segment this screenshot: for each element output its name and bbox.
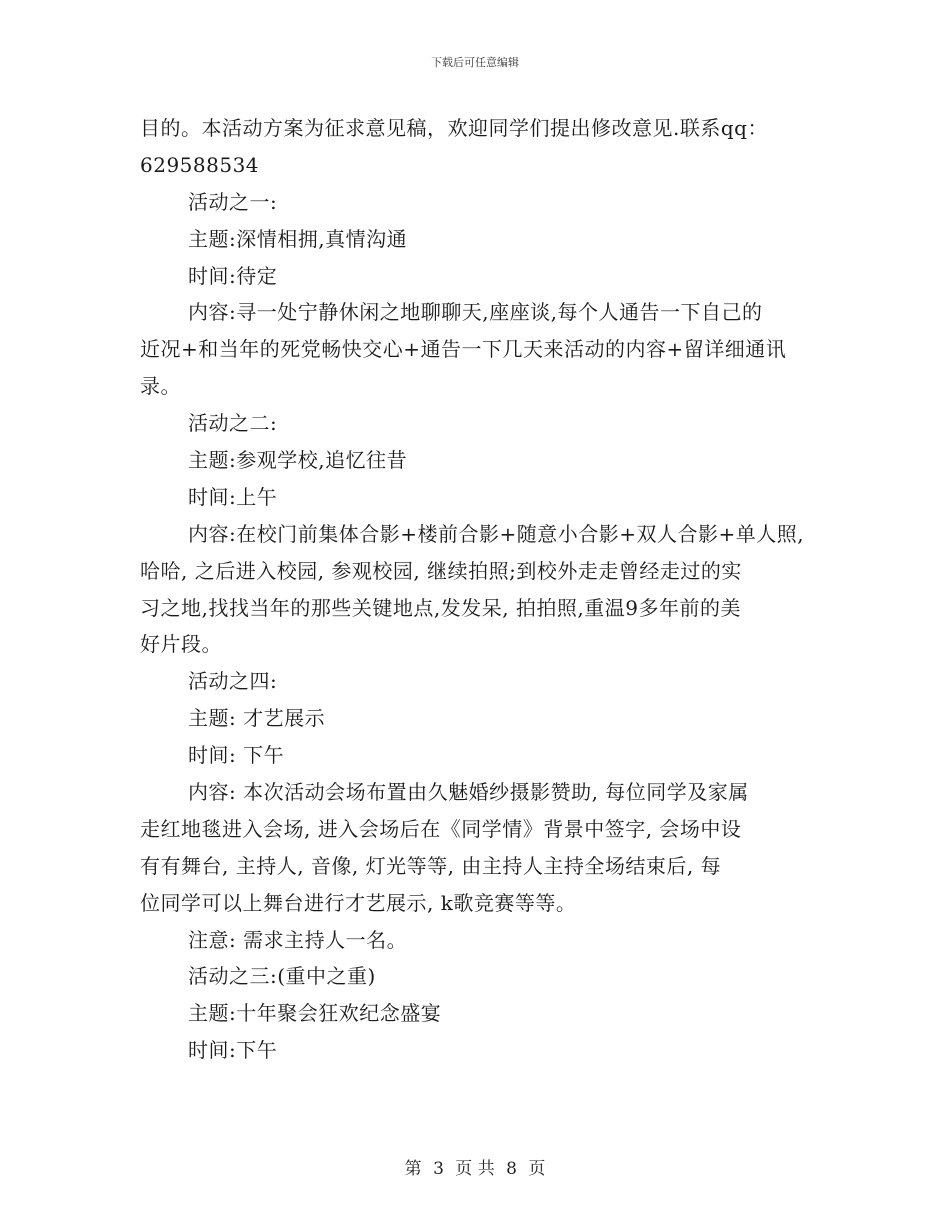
activity-time: 时间: 下午	[188, 743, 285, 768]
activity-theme: 主题:深情相拥,真情沟通	[188, 226, 408, 251]
page-number-middle: 页 共	[455, 1159, 495, 1179]
page-number-prefix: 第	[404, 1159, 422, 1179]
page-number: 3	[433, 1159, 444, 1179]
paragraph-line: 位同学可以上舞台进行才艺展示, k歌竞赛等等。	[140, 890, 577, 915]
page-footer	[0, 1154, 950, 1179]
activity-time: 时间:下午	[188, 1038, 278, 1063]
activity-theme: 主题:十年聚会狂欢纪念盛宴	[188, 1001, 442, 1026]
document-body	[140, 110, 830, 1069]
activity-heading: 活动之三:(重中之重)	[188, 964, 376, 989]
paragraph-line: 有有舞台, 主持人, 音像, 灯光等等, 由主持人主持全场结束后, 每	[140, 853, 722, 878]
activity-content: 内容:在校门前集体合影+楼前合影+随意小合影+双人合影+单人照,	[188, 521, 805, 546]
activity-time: 时间:待定	[188, 263, 278, 288]
paragraph-line: 目的。本活动方案为征求意见稿，欢迎同学们提出修改意见.联系qq：	[140, 116, 768, 140]
activity-heading: 活动之一:	[188, 189, 278, 214]
activity-theme: 主题:参观学校,追忆往昔	[188, 448, 408, 473]
activity-content: 内容:寻一处宁静休闲之地聊聊天,座座谈,每个人通告一下自己的	[188, 300, 763, 325]
paragraph-line: 哈哈, 之后进入校园, 参观校园, 继续拍照;到校外走走曾经走过的实	[140, 558, 742, 583]
paragraph-line: 走红地毯进入会场, 进入会场后在《同学情》背景中签字, 会场中设	[140, 816, 742, 841]
activity-content: 内容: 本次活动会场布置由久魅婚纱摄影赞助, 每位同学及家属	[188, 780, 749, 805]
paragraph-line: 好片段。	[140, 632, 222, 657]
activity-theme: 主题: 才艺展示	[188, 706, 326, 731]
activity-note: 注意: 需求主持人一名。	[188, 927, 408, 952]
paragraph-line: 习之地,找找当年的那些关键地点,发发呆, 拍拍照,重温9多年前的美	[140, 595, 742, 620]
paragraph-line: 录。	[140, 374, 181, 399]
activity-heading: 活动之四:	[188, 669, 278, 694]
activity-time: 时间:上午	[188, 484, 278, 509]
paragraph-line: 629588534	[140, 152, 260, 177]
page-total: 8	[506, 1159, 517, 1179]
page-header: 下载后可任意编辑	[431, 56, 519, 69]
page-number-suffix: 页	[528, 1159, 546, 1179]
paragraph-line: 近况+和当年的死党畅快交心+通告一下几天来活动的内容+留详细通讯	[140, 337, 787, 362]
activity-heading: 活动之二:	[188, 411, 278, 436]
